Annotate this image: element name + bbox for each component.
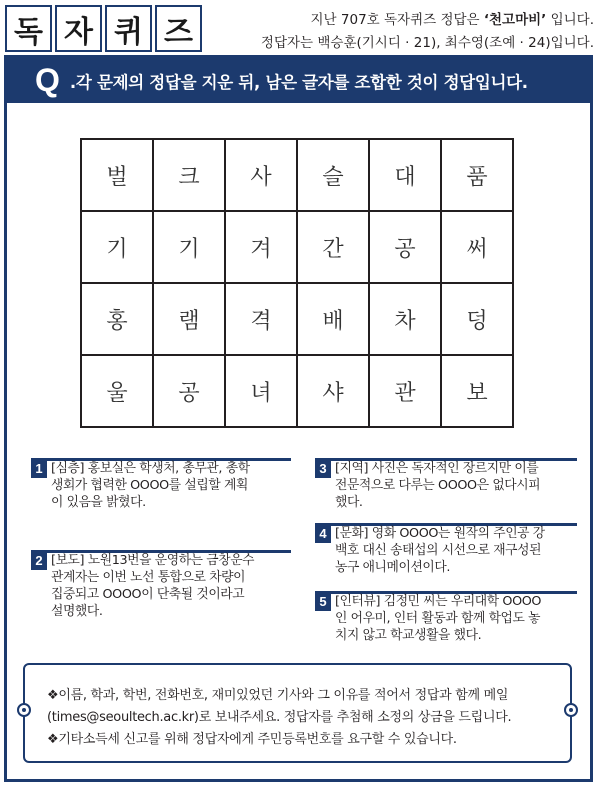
grid-cell: 보 bbox=[442, 356, 514, 428]
clue-number: 3 bbox=[315, 458, 331, 478]
question-banner bbox=[7, 58, 590, 103]
grid-cell: 공 bbox=[154, 356, 226, 428]
clue-line: [지역] 사진은 독자적인 장르지만 이를 bbox=[335, 461, 539, 476]
clue-text bbox=[51, 460, 291, 511]
clue-line: 전문적으로 다루는 OOOO은 없다시피 bbox=[335, 478, 541, 493]
clue-3 bbox=[315, 458, 577, 518]
letter-grid bbox=[80, 138, 514, 428]
quiz-frame bbox=[4, 55, 593, 782]
clue-text bbox=[335, 593, 577, 644]
grid-cell: 벌 bbox=[82, 140, 154, 212]
grid-cell: 램 bbox=[154, 284, 226, 356]
clue-line: [인터뷰] 김정민 씨는 우리대학 OOOO bbox=[335, 594, 542, 609]
grid-cell: 관 bbox=[370, 356, 442, 428]
clue-line: 집중되고 OOOO이 단축될 것이라고 bbox=[51, 587, 245, 602]
title-char-4: 즈 bbox=[155, 5, 202, 52]
clue-line: 이 있음을 밝혔다. bbox=[51, 495, 146, 510]
clue-2 bbox=[31, 550, 291, 640]
clue-5 bbox=[315, 591, 577, 651]
instructions-line: ❖기타소득세 신고를 위해 정답자에게 주민등록번호를 요구할 수 있습니다. bbox=[47, 732, 457, 747]
clue-line: 인 어우미, 인터 활동과 함께 학업도 놓 bbox=[335, 611, 541, 626]
previous-answer-line bbox=[311, 8, 594, 28]
clue-number: 4 bbox=[315, 523, 331, 543]
grid-cell: 기 bbox=[82, 212, 154, 284]
instructions-line-email: (times@seoultech.ac.kr)로 보내주세요. 정답자를 추첨해 소정의 상금을 드립니다. bbox=[47, 710, 512, 725]
clue-line: 백호 대신 송태섭의 시선으로 재구성된 bbox=[335, 543, 542, 558]
clue-1 bbox=[31, 458, 291, 533]
clue-line: [심층] 홍보실은 학생처, 총무관, 총학 bbox=[51, 461, 250, 476]
clue-line: 농구 애니메이션이다. bbox=[335, 560, 450, 575]
bullet-dot-icon bbox=[564, 703, 578, 717]
grid-cell: 차 bbox=[370, 284, 442, 356]
entry-instructions-box bbox=[23, 663, 572, 763]
winners-line: 정답자는 백승훈(기시디 · 21), 최수영(조예 · 24)입니다. bbox=[260, 35, 594, 51]
previous-answer-suffix: 입니다. bbox=[546, 12, 594, 28]
clue-number: 2 bbox=[31, 550, 47, 570]
quiz-title bbox=[5, 5, 205, 52]
title-char-2: 자 bbox=[55, 5, 102, 52]
grid-cell: 울 bbox=[82, 356, 154, 428]
instructions-line: ❖이름, 학과, 학번, 전화번호, 재미있었던 기사와 그 이유를 적어서 정답과 함께 메일 bbox=[47, 688, 509, 703]
clue-text bbox=[335, 525, 577, 576]
grid-cell: 간 bbox=[298, 212, 370, 284]
grid-cell: 사 bbox=[226, 140, 298, 212]
title-char-3: 퀴 bbox=[105, 5, 152, 52]
previous-answer-prefix: 지난 707호 독자퀴즈 정답은 bbox=[310, 12, 484, 28]
question-letter: Q bbox=[35, 62, 60, 98]
clue-line: 관계자는 이번 노선 통합으로 차량이 bbox=[51, 570, 246, 585]
grid-cell: 겨 bbox=[226, 212, 298, 284]
grid-cell: 덩 bbox=[442, 284, 514, 356]
title-char-1: 독 bbox=[5, 5, 52, 52]
previous-answer: ‘천고마비’ bbox=[483, 12, 547, 28]
clue-number: 1 bbox=[31, 458, 47, 478]
grid-cell: 기 bbox=[154, 212, 226, 284]
question-text: .각 문제의 정답을 지운 뒤, 남은 글자를 조합한 것이 정답입니다. bbox=[69, 72, 528, 92]
grid-cell: 크 bbox=[154, 140, 226, 212]
clue-number: 5 bbox=[315, 591, 331, 611]
clue-line: [보도] 노원13번을 운영하는 금창운수 bbox=[51, 553, 255, 568]
grid-cell: 홍 bbox=[82, 284, 154, 356]
grid-cell: 배 bbox=[298, 284, 370, 356]
clue-line: 치지 않고 학교생활을 했다. bbox=[335, 628, 482, 643]
entry-instructions bbox=[47, 685, 511, 751]
clue-4 bbox=[315, 523, 577, 583]
grid-cell: 품 bbox=[442, 140, 514, 212]
grid-cell: 대 bbox=[370, 140, 442, 212]
clue-line: 생회가 협력한 OOOO를 설립할 계획 bbox=[51, 478, 248, 493]
bullet-dot-icon bbox=[17, 703, 31, 717]
grid-cell: 격 bbox=[226, 284, 298, 356]
grid-cell: 써 bbox=[442, 212, 514, 284]
clue-line: 설명했다. bbox=[51, 604, 103, 619]
grid-cell: 슬 bbox=[298, 140, 370, 212]
clue-line: 했다. bbox=[335, 495, 363, 510]
clue-text bbox=[51, 552, 291, 620]
clue-text bbox=[335, 460, 577, 511]
grid-cell: 공 bbox=[370, 212, 442, 284]
grid-cell: 녀 bbox=[226, 356, 298, 428]
clue-line: [문화] 영화 OOOO는 원작의 주인공 강 bbox=[335, 526, 545, 541]
grid-cell: 샤 bbox=[298, 356, 370, 428]
